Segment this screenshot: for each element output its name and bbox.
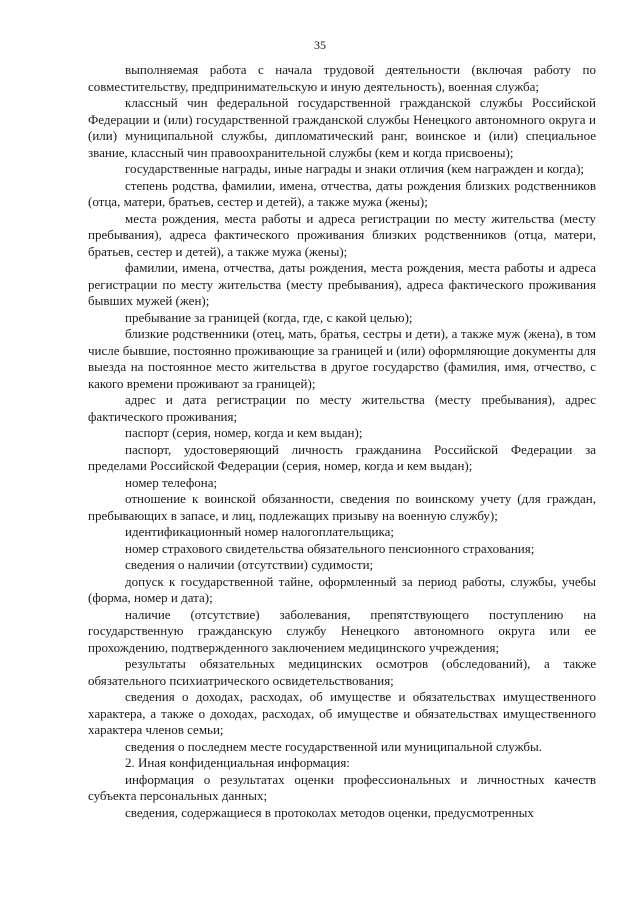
paragraph: сведения о наличии (отсутствии) судимости; [125,557,374,572]
paragraph: наличие (отсутствие) заболевания, препятствующего поступлению на государственную гражданскую службу Ненецкого автономного округа или ее прохождению, подтвержденного заключением медицинского учреждения; [88,606,596,655]
paragraph: паспорт, удостоверяющий личность гражданина Российской Федерации за пределами Российской Федерации (серия, номер, когда и кем выдан); [88,441,596,473]
paragraph: номер страхового свидетельства обязательного пенсионного страхования; [125,540,535,556]
paragraph: адрес и дата регистрации по месту жительства (месту пребывания), адрес фактического проживания; [88,392,596,424]
paragraph: близкие родственники (отец, мать, братья, сестры и дети), а также муж (жена), в том числе бывшие, постоянно проживающие за границей и (или) оформляющие документы для выезда на постоянное место жительства в другое государство (фамилия, имя, отчество, с какого времени проживают за границей); [88,326,596,391]
paragraph: классный чин федеральной государственной гражданской службы Российской Федерации и (или) государственной гражданской службы Ненецкого автономного округа и (или) муниципальной службы, дипломатический ранг, воинское и (или) специальное звание, классный чин правоохранительной службы (кем и когда присвоены); [88,95,596,160]
paragraph: номер телефона; [125,474,218,490]
paragraph: допуск к государственной тайне, оформленный за период работы, службы, учебы (форма, номер и дата); [88,573,596,605]
paragraph: информация о результатах оценки профессиональных и личностных качеств субъекта персональных данных; [88,771,596,803]
section-heading: 2. Иная конфиденциальная информация: [125,755,350,770]
paragraph: идентификационный номер налогоплательщика; [125,524,394,539]
paragraph: сведения, содержащиеся в протоколах методов оценки, предусмотренных [125,804,534,820]
document-body [88,62,596,821]
paragraph: места рождения, места работы и адреса регистрации по месту жительства (месту пребывания), адреса фактического проживания близких родственников (отца, матери, братьев, сестер и детей), а также мужа (жены); [88,210,596,259]
paragraph: пребывание за границей (когда, где, с какой целью); [125,309,413,325]
paragraph: сведения о последнем месте государственной или муниципальной службы. [125,738,542,754]
paragraph: отношение к воинской обязанности, сведения по воинскому учету (для граждан, пребывающих в запасе, и лиц, подлежащих призыву на военную службу); [88,491,596,523]
paragraph: государственные награды, иные награды и знаки отличия (кем награжден и когда); [125,161,585,176]
paragraph: фамилии, имена, отчества, даты рождения, места рождения, места работы и адреса регистрации по месту жительства (месту пребывания), адреса фактического проживания бывших мужей (жен); [88,260,596,308]
page-number: 35 [314,38,326,52]
paragraph: выполняемая работа с начала трудовой деятельности (включая работу по совместительству, предпринимательскую и иную деятельность), военная служба; [88,62,596,94]
paragraph: сведения о доходах, расходах, об имуществе и обязательствах имущественного характера, а также о доходах, расходах, об имуществе и обязательствах имущественного характера членов семьи; [88,689,596,737]
paragraph: степень родства, фамилии, имена, отчества, даты рождения близких родственников (отца, матери, братьев, сестер и детей), а также мужа (жены); [88,177,596,209]
paragraph: результаты обязательных медицинских осмотров (обследований), а также обязательного психиатрического освидетельствования; [88,656,596,688]
paragraph: паспорт (серия, номер, когда и кем выдан); [125,425,363,440]
